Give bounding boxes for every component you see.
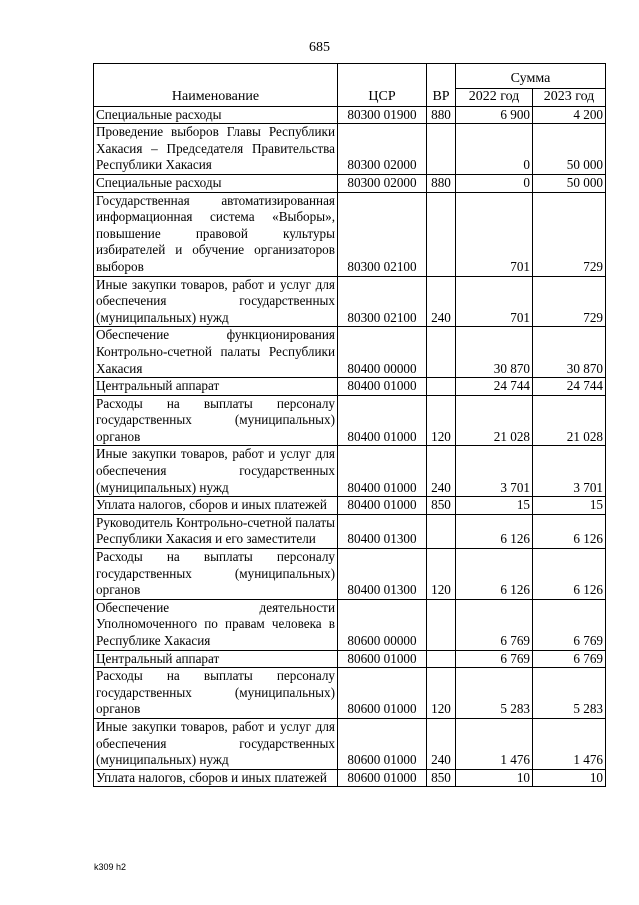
row-name-cell: Иные закупки товаров, работ и услуг для обеспечения государственных (муниципальных) нужд bbox=[94, 446, 338, 497]
budget-table bbox=[93, 63, 606, 787]
table-row bbox=[94, 650, 606, 668]
row-csr-cell: 80400 01000 bbox=[338, 446, 427, 497]
row-name-cell: Специальные расходы bbox=[94, 174, 338, 192]
table-row bbox=[94, 668, 606, 719]
row-vr-cell: 880 bbox=[427, 174, 456, 192]
row-2023-amount-cell: 10 bbox=[533, 769, 606, 787]
row-csr-cell: 80300 02000 bbox=[338, 174, 427, 192]
row-2022-amount-cell: 6 900 bbox=[456, 106, 533, 124]
row-2023-amount-cell: 21 028 bbox=[533, 395, 606, 446]
row-csr-cell: 80600 01000 bbox=[338, 769, 427, 787]
row-2022-amount-cell: 0 bbox=[456, 124, 533, 175]
row-name-cell: Уплата налогов, сборов и иных платежей bbox=[94, 769, 338, 787]
row-2022-amount-cell: 701 bbox=[456, 276, 533, 327]
header-vr: ВР bbox=[427, 64, 456, 107]
row-csr-cell: 80300 02000 bbox=[338, 124, 427, 175]
row-name-cell: Расходы на выплаты персоналу государственных (муниципальных) органов bbox=[94, 668, 338, 719]
row-csr-cell: 80300 02100 bbox=[338, 276, 427, 327]
row-2023-amount-cell: 6 126 bbox=[533, 514, 606, 548]
row-2023-amount-cell: 3 701 bbox=[533, 446, 606, 497]
table-body bbox=[94, 106, 606, 787]
row-vr-cell: 240 bbox=[427, 446, 456, 497]
row-2022-amount-cell: 6 126 bbox=[456, 514, 533, 548]
row-2023-amount-cell: 5 283 bbox=[533, 668, 606, 719]
row-2022-amount-cell: 10 bbox=[456, 769, 533, 787]
row-vr-cell: 240 bbox=[427, 718, 456, 769]
row-2023-amount-cell: 24 744 bbox=[533, 378, 606, 396]
row-csr-cell: 80400 00000 bbox=[338, 327, 427, 378]
row-name-cell: Специальные расходы bbox=[94, 106, 338, 124]
row-vr-cell bbox=[427, 599, 456, 650]
row-name-cell: Расходы на выплаты персоналу государственных (муниципальных) органов bbox=[94, 395, 338, 446]
row-2023-amount-cell: 50 000 bbox=[533, 174, 606, 192]
header-year-2022: 2022 год bbox=[456, 89, 533, 107]
row-2022-amount-cell: 1 476 bbox=[456, 718, 533, 769]
table-row bbox=[94, 276, 606, 327]
row-name-cell: Проведение выборов Главы Республики Хакасия – Председателя Правительства Республики Хакасия bbox=[94, 124, 338, 175]
row-vr-cell: 850 bbox=[427, 769, 456, 787]
row-csr-cell: 80400 01000 bbox=[338, 378, 427, 396]
row-vr-cell: 880 bbox=[427, 106, 456, 124]
row-2022-amount-cell: 6 126 bbox=[456, 549, 533, 600]
row-2023-amount-cell: 50 000 bbox=[533, 124, 606, 175]
table-row bbox=[94, 327, 606, 378]
table-row bbox=[94, 192, 606, 276]
row-name-cell: Государственная автоматизированная информационная система «Выборы», повышение правовой культуры избирателей и обучение организаторов выборов bbox=[94, 192, 338, 276]
row-2023-amount-cell: 15 bbox=[533, 497, 606, 515]
row-csr-cell: 80300 01900 bbox=[338, 106, 427, 124]
row-name-cell: Иные закупки товаров, работ и услуг для обеспечения государственных (муниципальных) нужд bbox=[94, 718, 338, 769]
row-name-cell: Уплата налогов, сборов и иных платежей bbox=[94, 497, 338, 515]
row-2022-amount-cell: 5 283 bbox=[456, 668, 533, 719]
row-2022-amount-cell: 24 744 bbox=[456, 378, 533, 396]
row-2022-amount-cell: 3 701 bbox=[456, 446, 533, 497]
row-vr-cell: 120 bbox=[427, 395, 456, 446]
row-2023-amount-cell: 6 769 bbox=[533, 650, 606, 668]
table-row bbox=[94, 514, 606, 548]
row-vr-cell: 240 bbox=[427, 276, 456, 327]
table-row bbox=[94, 718, 606, 769]
header-sum: Сумма bbox=[456, 64, 606, 89]
row-csr-cell: 80600 01000 bbox=[338, 718, 427, 769]
row-vr-cell bbox=[427, 514, 456, 548]
table-row bbox=[94, 106, 606, 124]
row-csr-cell: 80400 01300 bbox=[338, 549, 427, 600]
row-name-cell: Иные закупки товаров, работ и услуг для обеспечения государственных (муниципальных) нужд bbox=[94, 276, 338, 327]
row-name-cell: Центральный аппарат bbox=[94, 378, 338, 396]
row-2022-amount-cell: 21 028 bbox=[456, 395, 533, 446]
row-vr-cell bbox=[427, 124, 456, 175]
table-row bbox=[94, 769, 606, 787]
table-row bbox=[94, 446, 606, 497]
row-2022-amount-cell: 15 bbox=[456, 497, 533, 515]
table-row bbox=[94, 124, 606, 175]
row-2022-amount-cell: 30 870 bbox=[456, 327, 533, 378]
row-vr-cell: 850 bbox=[427, 497, 456, 515]
row-csr-cell: 80600 01000 bbox=[338, 668, 427, 719]
row-2023-amount-cell: 30 870 bbox=[533, 327, 606, 378]
row-vr-cell: 120 bbox=[427, 549, 456, 600]
row-name-cell: Расходы на выплаты персоналу государственных (муниципальных) органов bbox=[94, 549, 338, 600]
row-2023-amount-cell: 1 476 bbox=[533, 718, 606, 769]
row-vr-cell bbox=[427, 327, 456, 378]
row-csr-cell: 80300 02100 bbox=[338, 192, 427, 276]
row-2023-amount-cell: 6 769 bbox=[533, 599, 606, 650]
table-row bbox=[94, 174, 606, 192]
header-name: Наименование bbox=[94, 64, 338, 107]
row-2023-amount-cell: 729 bbox=[533, 276, 606, 327]
row-vr-cell bbox=[427, 378, 456, 396]
row-name-cell: Центральный аппарат bbox=[94, 650, 338, 668]
row-csr-cell: 80400 01000 bbox=[338, 497, 427, 515]
row-2022-amount-cell: 701 bbox=[456, 192, 533, 276]
table-row bbox=[94, 549, 606, 600]
row-2023-amount-cell: 729 bbox=[533, 192, 606, 276]
row-2022-amount-cell: 6 769 bbox=[456, 650, 533, 668]
row-2022-amount-cell: 6 769 bbox=[456, 599, 533, 650]
table-row bbox=[94, 395, 606, 446]
row-name-cell: Обеспечение деятельности Уполномоченного по правам человека в Республике Хакасия bbox=[94, 599, 338, 650]
row-2022-amount-cell: 0 bbox=[456, 174, 533, 192]
row-csr-cell: 80400 01300 bbox=[338, 514, 427, 548]
header-csr: ЦСР bbox=[338, 64, 427, 107]
row-2023-amount-cell: 4 200 bbox=[533, 106, 606, 124]
row-vr-cell bbox=[427, 192, 456, 276]
page-number: 685 bbox=[309, 40, 330, 55]
header-year-2023: 2023 год bbox=[533, 89, 606, 107]
row-csr-cell: 80400 01000 bbox=[338, 395, 427, 446]
row-csr-cell: 80600 00000 bbox=[338, 599, 427, 650]
row-name-cell: Руководитель Контрольно-счетной палаты Республики Хакасия и его заместители bbox=[94, 514, 338, 548]
footer-code: k309 h2 bbox=[94, 862, 127, 872]
row-vr-cell: 120 bbox=[427, 668, 456, 719]
row-2023-amount-cell: 6 126 bbox=[533, 549, 606, 600]
row-name-cell: Обеспечение функционирования Контрольно-счетной палаты Республики Хакасия bbox=[94, 327, 338, 378]
row-vr-cell bbox=[427, 650, 456, 668]
table-row bbox=[94, 599, 606, 650]
row-csr-cell: 80600 01000 bbox=[338, 650, 427, 668]
table-row bbox=[94, 497, 606, 515]
table-row bbox=[94, 378, 606, 396]
